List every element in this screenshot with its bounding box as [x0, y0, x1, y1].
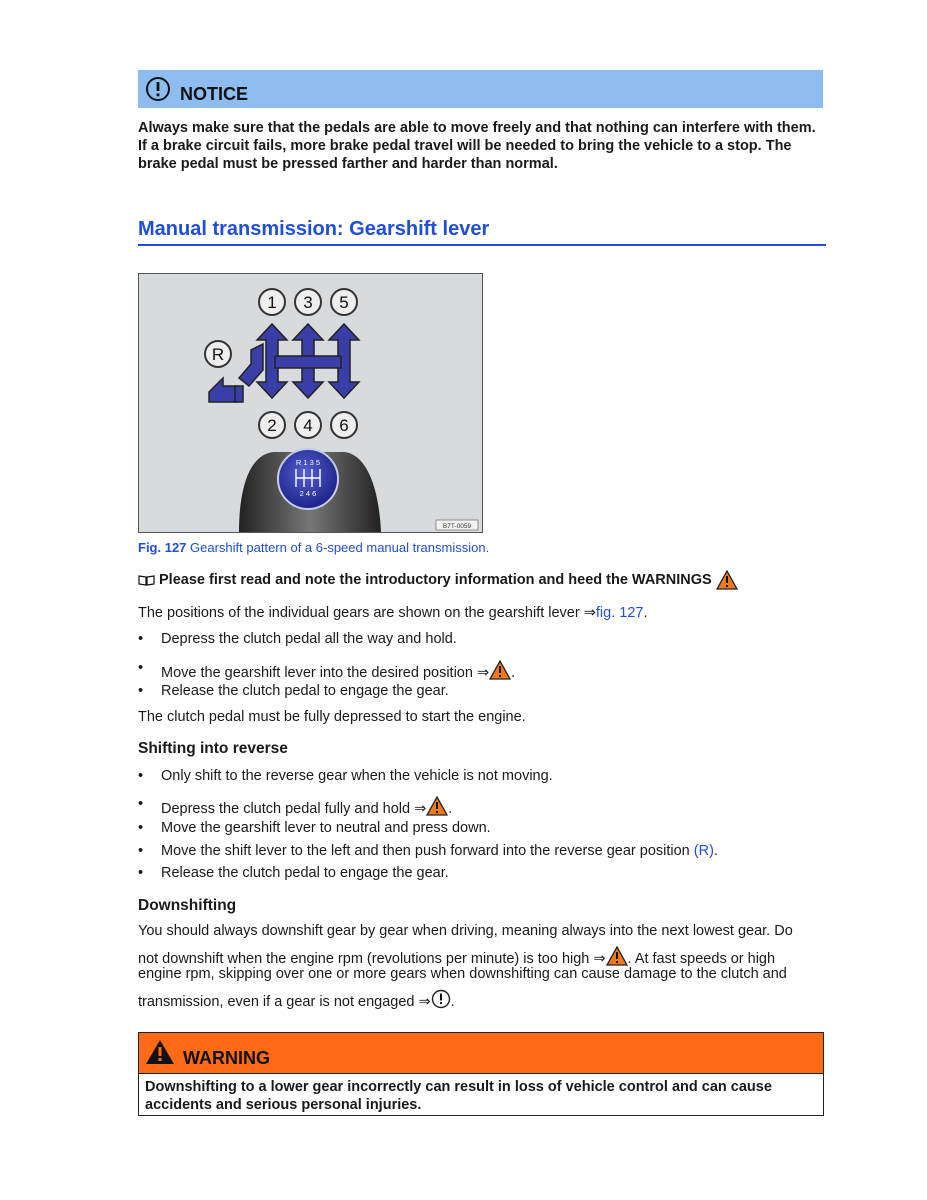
downshift-line: transmission, even if a gear is not engaged ⇒ .: [138, 989, 455, 1010]
shift-pattern-arrows: [209, 324, 359, 402]
gear-circle-3: [295, 289, 321, 315]
book-icon: [138, 574, 155, 586]
notice-circle-icon: [144, 75, 172, 103]
downshift-line: engine rpm, skipping over one or more gears when downshifting can cause damage to the clutch and: [138, 966, 787, 982]
svg-text:R 1 3 5: R 1 3 5: [295, 458, 321, 467]
gear-circle-5: [331, 289, 357, 315]
warning-triangle-icon[interactable]: [489, 660, 511, 680]
svg-text:4: 4: [303, 416, 313, 435]
intro-paragraph: The positions of the individual gears are shown on the gearshift lever ⇒fig. 127.: [138, 605, 648, 621]
clutch-paragraph: The clutch pedal must be fully depressed to start the engine.: [138, 709, 526, 725]
read-note: Please first read and note the introductory information and heed the WARNINGS: [138, 570, 738, 590]
gearshift-diagram: [139, 274, 482, 532]
gear-circle-reverse: [205, 341, 231, 367]
figure-caption: Fig. 127 Gearshift pattern of a 6-speed manual transmission.: [138, 540, 490, 555]
warning-box: [138, 1032, 824, 1116]
notice-label: NOTICE: [180, 84, 249, 104]
warning-triangle-icon[interactable]: [716, 570, 738, 590]
warning-header: [139, 1033, 823, 1074]
gear-circle-1: [259, 289, 285, 315]
svg-text:2: 2: [267, 416, 277, 435]
notice-text: Always make sure that the pedals are able to move freely and that nothing can interfere with them. If a brake circuit fails, more brake pedal travel will be needed to bring the vehicle to a stop. The brake pedal must be pressed farther and harder than normal.: [138, 120, 816, 172]
gear-circle-2: [259, 412, 285, 438]
reverse-link[interactable]: (R): [693, 843, 714, 859]
svg-text:R: R: [211, 345, 225, 364]
warning-text: Downshifting to a lower gear incorrectly can result in loss of vehicle control and can cause accidents and serious personal injuries.: [145, 1079, 772, 1113]
fig-link[interactable]: fig. 127: [595, 605, 644, 621]
notice-header: [138, 70, 823, 108]
section-title: Manual transmission: Gearshift lever: [138, 218, 826, 246]
svg-text:5: 5: [339, 293, 349, 312]
reverse-heading: Shifting into reverse: [138, 740, 288, 757]
gearshift-figure: [138, 273, 483, 533]
notice-circle-icon[interactable]: [431, 989, 451, 1009]
svg-text:3: 3: [303, 293, 313, 312]
svg-text:1: 1: [267, 293, 277, 312]
gear-knob: [239, 449, 381, 532]
warning-triangle-icon[interactable]: [606, 946, 628, 966]
gear-circle-6: [331, 412, 357, 438]
downshift-line: not downshift when the engine rpm (revolutions per minute) is too high ⇒ . At fast speeds or high: [138, 946, 775, 967]
downshift-line: You should always downshift gear by gear when driving, meaning always into the next lowest gear. Do: [138, 923, 793, 939]
warning-label: WARNING: [183, 1048, 270, 1068]
figure-code: B7T-0059: [442, 523, 472, 530]
downshift-heading: Downshifting: [138, 897, 237, 914]
svg-text:2 4 6: 2 4 6: [299, 489, 317, 498]
warning-triangle-icon[interactable]: [426, 796, 448, 816]
gear-circle-4: [295, 412, 321, 438]
warning-triangle-icon: [145, 1039, 175, 1065]
svg-text:6: 6: [339, 416, 349, 435]
